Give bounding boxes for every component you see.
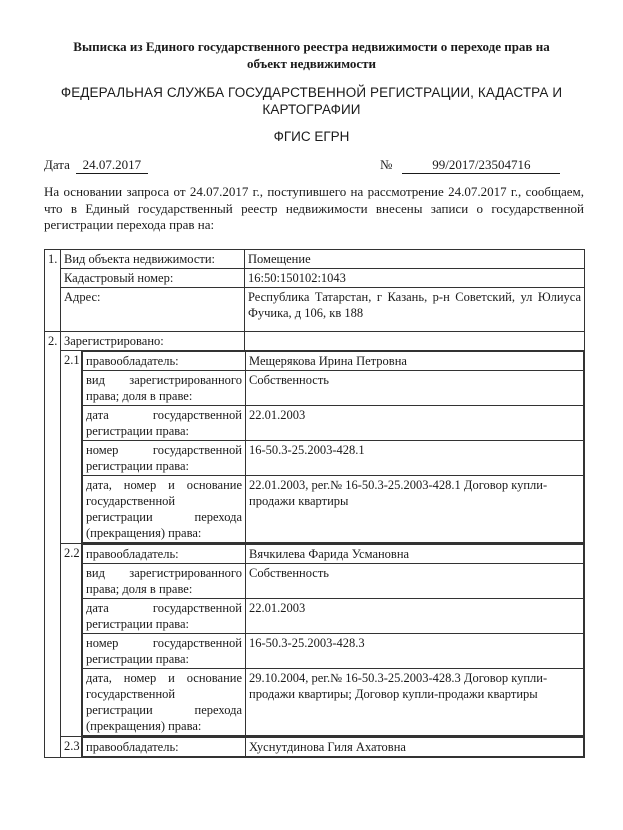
row-label: дата государственной регистрации права: bbox=[83, 406, 246, 441]
section-number: 1. bbox=[45, 250, 61, 332]
document-date bbox=[44, 157, 148, 174]
row-value: 22.01.2003 bbox=[246, 599, 584, 634]
table-row bbox=[83, 669, 584, 736]
table-row bbox=[83, 545, 584, 564]
title-line-2: объект недвижимости bbox=[246, 56, 377, 71]
registry-table bbox=[44, 249, 585, 758]
system-name: ФГИС ЕГРН bbox=[273, 129, 350, 144]
table-row bbox=[83, 352, 584, 371]
section-label: Зарегистрировано: bbox=[61, 332, 245, 351]
table-row bbox=[45, 288, 585, 332]
row-value: Собственность bbox=[246, 564, 584, 599]
holder-table bbox=[82, 737, 584, 757]
holder-label: правообладатель: bbox=[83, 545, 246, 564]
row-label: номер государственной регистрации права: bbox=[83, 441, 246, 476]
holder-number: 2.2 bbox=[61, 544, 82, 737]
table-row bbox=[83, 441, 584, 476]
holder-number: 2.3 bbox=[61, 737, 82, 758]
document-number bbox=[380, 157, 560, 174]
holder-block bbox=[45, 351, 585, 544]
row-label: номер государственной регистрации права: bbox=[83, 634, 246, 669]
table-row bbox=[83, 476, 584, 543]
holder-table bbox=[82, 544, 584, 736]
number-label: № bbox=[380, 157, 393, 172]
holder-table bbox=[82, 351, 584, 543]
agency-line-1: ФЕДЕРАЛЬНАЯ СЛУЖБА ГОСУДАРСТВЕННОЙ РЕГИСТРАЦИИ, КАДАСТРА И bbox=[60, 85, 563, 100]
title-line-1: Выписка из Единого государственного реестра недвижимости о переходе прав на bbox=[73, 39, 550, 54]
number-value: 99/2017/23504716 bbox=[402, 157, 560, 174]
holder-number: 2.1 bbox=[61, 351, 82, 544]
row-label: дата, номер и основание государственной регистрации перехода (прекращения) права: bbox=[83, 669, 246, 736]
agency-line-2: КАРТОГРАФИИ bbox=[262, 102, 361, 117]
holder-label: правообладатель: bbox=[83, 352, 246, 371]
row-label: дата государственной регистрации права: bbox=[83, 599, 246, 634]
holder-name: Хуснутдинова Гиля Ахатовна bbox=[246, 738, 584, 757]
row-label: Кадастровый номер: bbox=[61, 269, 245, 288]
table-row bbox=[83, 406, 584, 441]
row-value: Республика Татарстан, г Казань, р-н Советский, ул Юлиуса Фучика, д 106, кв 188 bbox=[245, 288, 585, 332]
row-value: 16-50.3-25.2003-428.1 bbox=[246, 441, 584, 476]
agency-name bbox=[40, 84, 583, 118]
row-value: 22.01.2003, рег.№ 16-50.3-25.2003-428.1 Договор купли-продажи квартиры bbox=[246, 476, 584, 543]
row-label: Адрес: bbox=[61, 288, 245, 332]
date-value: 24.07.2017 bbox=[76, 157, 148, 174]
row-value: 16:50:150102:1043 bbox=[245, 269, 585, 288]
row-value: 16-50.3-25.2003-428.3 bbox=[246, 634, 584, 669]
holder-label: правообладатель: bbox=[83, 738, 246, 757]
row-value: 29.10.2004, рег.№ 16-50.3-25.2003-428.3 Договор купли-продажи квартиры; Договор купли-продажи квартиры bbox=[246, 669, 584, 736]
row-label: вид зарегистрированного права; доля в праве: bbox=[83, 564, 246, 599]
section-number: 2. bbox=[45, 332, 61, 758]
date-label: Дата bbox=[44, 157, 70, 172]
table-row bbox=[83, 599, 584, 634]
row-label: вид зарегистрированного права; доля в праве: bbox=[83, 371, 246, 406]
table-row bbox=[45, 332, 585, 351]
document-title bbox=[40, 38, 583, 72]
table-row bbox=[83, 371, 584, 406]
row-label: дата, номер и основание государственной регистрации перехода (прекращения) права: bbox=[83, 476, 246, 543]
holder-block bbox=[45, 737, 585, 758]
table-row bbox=[83, 564, 584, 599]
holder-name: Вячкилева Фарида Усмановна bbox=[246, 545, 584, 564]
table-row bbox=[83, 634, 584, 669]
table-row bbox=[83, 738, 584, 757]
table-row bbox=[45, 250, 585, 269]
holder-name: Мещерякова Ирина Петровна bbox=[246, 352, 584, 371]
table-row bbox=[45, 269, 585, 288]
row-value: 22.01.2003 bbox=[246, 406, 584, 441]
holder-block bbox=[45, 544, 585, 737]
row-value: Помещение bbox=[245, 250, 585, 269]
row-label: Вид объекта недвижимости: bbox=[61, 250, 245, 269]
row-value: Собственность bbox=[246, 371, 584, 406]
intro-paragraph: На основании запроса от 24.07.2017 г., поступившего на рассмотрение 24.07.2017 г., сообщаем, что в Единый государственный реестр недвижимости внесены записи о государственной регистрации перехода прав на: bbox=[44, 184, 584, 232]
